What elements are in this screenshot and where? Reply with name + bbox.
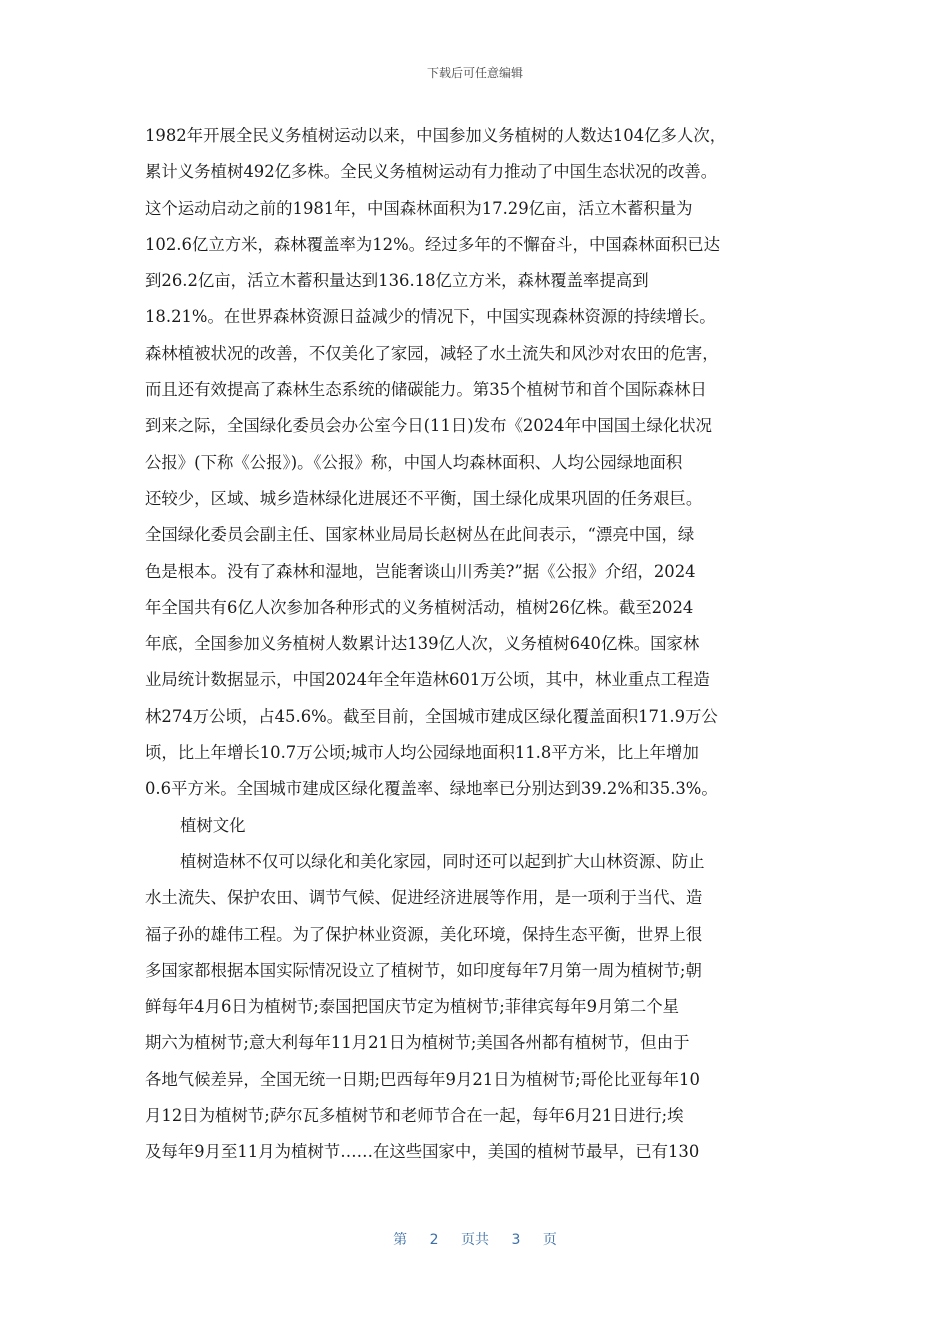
text-line: 森林植被状况的改善，不仅美化了家园，减轻了水土流失和风沙对农田的危害， [145, 343, 719, 363]
text-line: 1982年开展全民义务植树运动以来，中国参加义务植树的人数达104亿多人次， [145, 126, 727, 145]
footer-total-pages: 3 [511, 1232, 521, 1248]
text-line: 植树造林不仅可以绿化和美化家园，同时还可以起到扩大山林资源、防止 [180, 851, 705, 871]
text-line: 各地气候差异，全国无统一日期;巴西每年9月21日为植树节;哥伦比亚每年10 [145, 1069, 700, 1089]
page-header [0, 64, 950, 81]
footer-current-page: 2 [429, 1232, 439, 1248]
text-line: 林274万公顷，占45.6%。截至目前，全国城市建成区绿化覆盖面积171.9万公 [145, 706, 718, 726]
text-line: 业局统计数据显示，中国2024年全年造林601万公顷，其中，林业重点工程造 [145, 670, 710, 690]
text-line: 102.6亿立方米，森林覆盖率为12%。经过多年的不懈奋斗，中国森林面积已达 [145, 234, 721, 254]
text-line: 顷，比上年增长10.7万公顷;城市人均公园绿地面积11.8平方米，比上年增加 [145, 743, 699, 763]
text-line: 色是根本。没有了森林和湿地，岂能奢谈山川秀美?”据《公报》介绍，2024 [145, 561, 696, 581]
text-line: 18.21%。在世界森林资源日益减少的情况下，中国实现森林资源的持续增长。 [145, 307, 716, 327]
text-line: 鲜每年4月6日为植树节;泰国把国庆节定为植树节;菲律宾每年9月第二个星 [145, 997, 680, 1017]
text-line: 到来之际，全国绿化委员会办公室今日(11日)发布《2024年中国国土绿化状况 [145, 416, 713, 436]
text-line: 期六为植树节;意大利每年11月21日为植树节;美国各州都有植树节，但由于 [145, 1033, 690, 1053]
text-line: 福子孙的雄伟工程。为了保护林业资源，美化环境，保持生态平衡，世界上很 [145, 924, 703, 944]
text-line: 植树文化 [180, 815, 246, 835]
text-line: 0.6平方米。全国城市建成区绿化覆盖率、绿地率已分别达到39.2%和35.3%。 [145, 779, 718, 799]
text-line: 月12日为植树节;萨尔瓦多植树节和老师节合在一起，每年6月21日进行;埃 [145, 1106, 684, 1126]
document-body [145, 118, 810, 1171]
footer-suffix: 页 [542, 1232, 557, 1248]
text-line: 累计义务植树492亿多株。全民义务植树运动有力推动了中国生态状况的改善。 [145, 162, 718, 182]
text-line: 还较少，区域、城乡造林绿化进展还不平衡，国土绿化成果巩固的任务艰巨。 [145, 488, 703, 508]
page-footer [0, 1229, 950, 1249]
text-line: 全国绿化委员会副主任、国家林业局局长赵树丛在此间表示，“漂亮中国，绿 [145, 525, 695, 545]
text-line: 年底，全国参加义务植树人数累计达139亿人次，义务植树640亿株。国家林 [145, 634, 700, 654]
text-line: 公报》(下称《公报》)。《公报》称，中国人均森林面积、人均公园绿地面积 [145, 452, 683, 472]
footer-prefix: 第 [393, 1232, 408, 1248]
text-line: 到26.2亿亩，活立木蓄积量达到136.18亿立方米，森林覆盖率提高到 [145, 271, 649, 291]
header-text: 下载后可任意编辑 [426, 66, 523, 80]
text-line: 而且还有效提高了森林生态系统的储碳能力。第35个植树节和首个国际森林日 [145, 380, 707, 400]
footer-middle: 页共 [461, 1232, 489, 1248]
text-line: 年全国共有6亿人次参加各种形式的义务植树活动，植树26亿株。截至2024 [145, 597, 694, 617]
text-line: 多国家都根据本国实际情况设立了植树节，如印度每年7月第一周为植树节;朝 [145, 960, 702, 980]
text-line: 这个运动启动之前的1981年，中国森林面积为17.29亿亩，活立木蓄积量为 [145, 198, 693, 218]
text-line: 及每年9月至11月为植树节……在这些国家中，美国的植树节最早，已有130 [145, 1142, 700, 1162]
text-line: 水土流失、保护农田、调节气候、促进经济进展等作用，是一项利于当代、造 [145, 888, 703, 908]
